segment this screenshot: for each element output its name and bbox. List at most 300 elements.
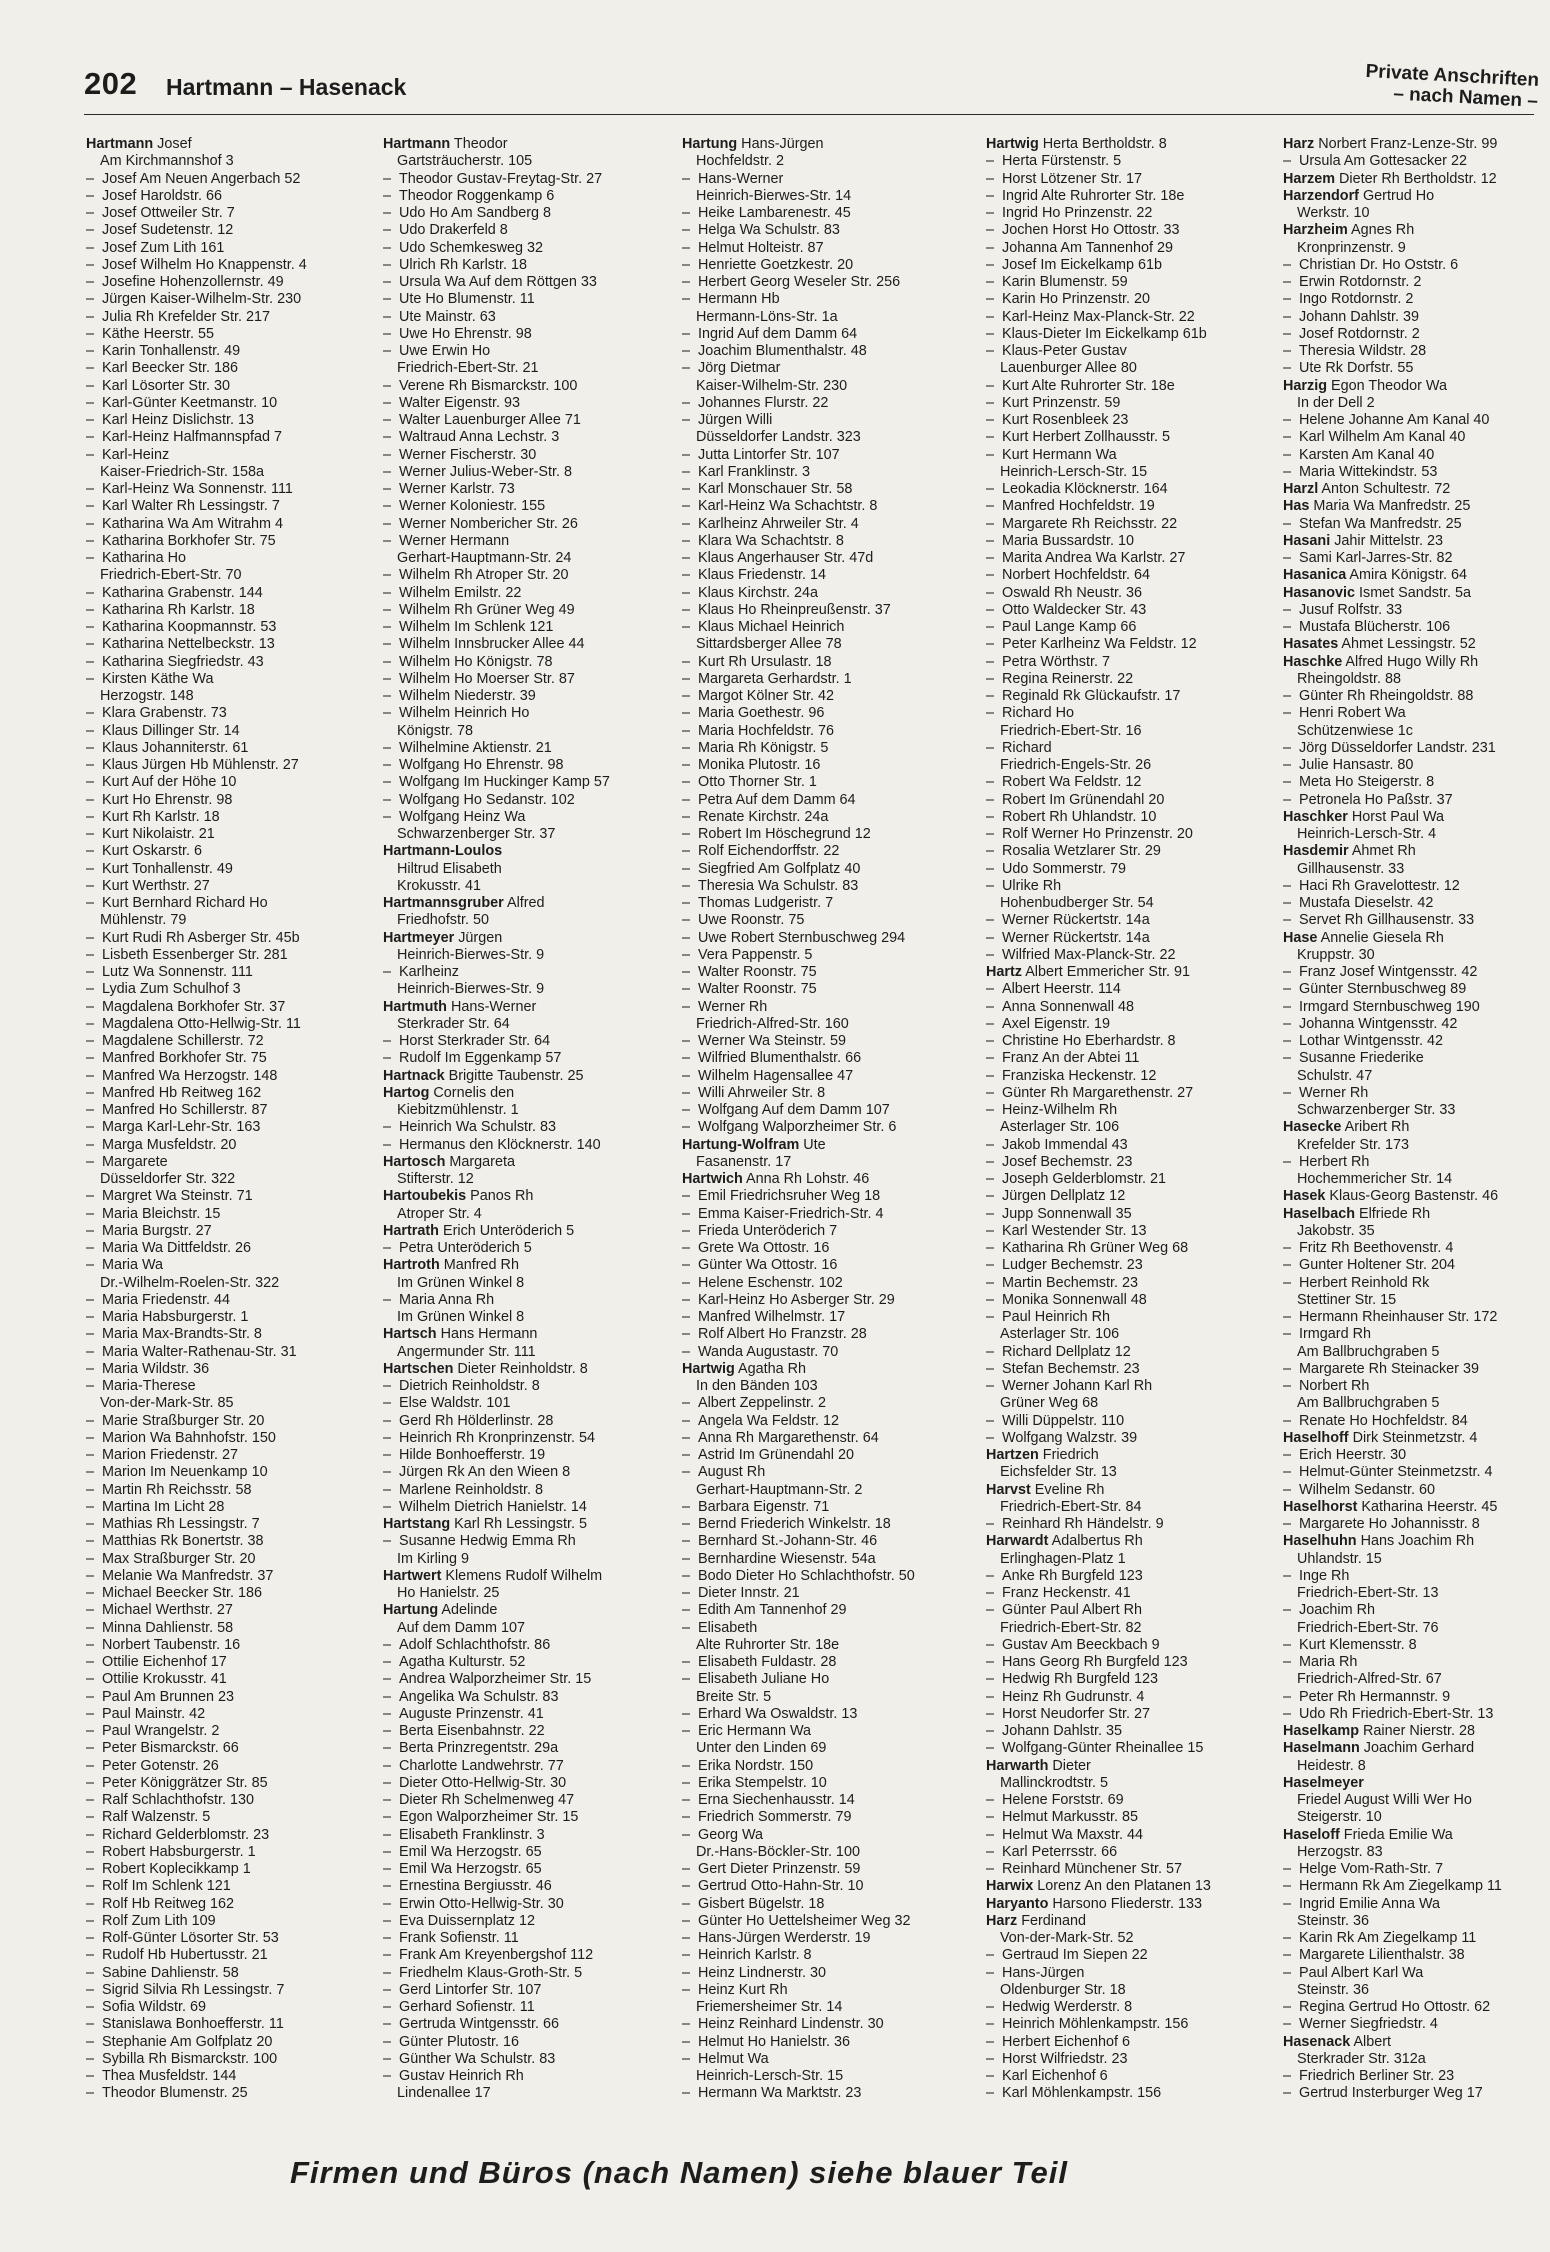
repeat-dash: – — [986, 325, 995, 342]
entry-details: Leokadia Klöcknerstr. 164 — [1002, 481, 1168, 497]
repeat-dash: – — [986, 1171, 995, 1187]
sub-entry — [86, 481, 368, 498]
entry-details: Peter Königgrätzer Str. 85 — [102, 1774, 268, 1791]
entry-details: Karl Walter Rh Lessingstr. 7 — [102, 498, 280, 515]
sub-entry — [1283, 1878, 1545, 1895]
sub-entry — [383, 1378, 665, 1395]
repeat-dash: – — [986, 1516, 995, 1532]
entry-details: Kurt Prinzenstr. 59 — [1002, 394, 1121, 411]
entry-details: Ingrid Ho Prinzenstr. 22 — [1002, 205, 1153, 221]
sub-entry — [1283, 792, 1545, 809]
sub-entry — [682, 1775, 964, 1792]
entry-details: Klaus Ho Rheinpreußenstr. 37 — [698, 601, 891, 618]
entry-details: Herzogstr. 83 — [1297, 1843, 1383, 1860]
repeat-dash: – — [986, 170, 995, 187]
sub-entry — [86, 1482, 368, 1499]
entry-details: Ingrid Alte Ruhrorter Str. 18e — [1002, 187, 1185, 204]
entry-details: Karl Eichenhof 6 — [1002, 2068, 1108, 2084]
entry-details: Auguste Prinzenstr. 41 — [399, 1705, 544, 1722]
entry-details: Ottilie Krokusstr. 41 — [102, 1671, 227, 1688]
sub-entry — [682, 222, 964, 239]
entry-details: Werkstr. 10 — [1297, 205, 1370, 221]
sub-entry — [682, 2051, 964, 2068]
entry-details: Gerhard Sofienstr. 11 — [399, 1999, 535, 2015]
sub-entry — [86, 1068, 368, 1085]
entry-details: Günter Rh Margarethenstr. 27 — [1002, 1084, 1194, 1101]
sub-entry — [986, 826, 1286, 843]
sub-entry — [383, 619, 665, 636]
entry-details: Katharina Rh Grüner Weg 68 — [1002, 1240, 1189, 1256]
repeat-dash: – — [383, 1136, 392, 1153]
surname: Haselhoff — [1283, 1429, 1349, 1446]
entry-details: Kurt Klemensstr. 8 — [1299, 1636, 1417, 1653]
sub-entry — [986, 274, 1286, 291]
repeat-dash: – — [383, 1447, 392, 1463]
surname-entry — [1283, 636, 1545, 653]
repeat-dash: – — [383, 1688, 392, 1705]
repeat-dash: – — [986, 1343, 995, 1360]
sub-entry — [682, 1206, 964, 1223]
continuation-line — [383, 550, 665, 567]
entry-details: Uwe Erwin Ho — [399, 343, 491, 359]
repeat-dash: – — [86, 2016, 95, 2033]
continuation-line — [383, 826, 665, 843]
surname-entry — [1283, 2034, 1545, 2051]
sub-entry — [86, 981, 368, 998]
sub-entry — [986, 1723, 1286, 1740]
repeat-dash: – — [682, 964, 691, 980]
sub-entry — [682, 498, 964, 515]
sub-entry — [682, 1982, 964, 1999]
sub-entry — [383, 1775, 665, 1792]
repeat-dash: – — [86, 1533, 95, 1550]
repeat-dash: – — [383, 1878, 392, 1895]
sub-entry — [383, 757, 665, 774]
entry-details: Erich Heerstr. 30 — [1299, 1447, 1407, 1463]
repeat-dash: – — [682, 2016, 691, 2033]
repeat-dash: – — [86, 860, 95, 877]
sub-entry — [682, 1223, 964, 1240]
repeat-dash: – — [86, 1516, 95, 1532]
entry-details: Edith Am Tannenhof 29 — [698, 1602, 847, 1619]
page-number: 202 — [84, 66, 138, 101]
sub-entry — [682, 774, 964, 791]
surname: Hartmann — [383, 136, 451, 152]
repeat-dash: – — [986, 1067, 995, 1084]
surname-entry — [682, 136, 964, 153]
sub-entry — [986, 309, 1286, 326]
continuation-line — [682, 1482, 964, 1499]
entry-details: Klaus Kirchstr. 24a — [698, 584, 818, 601]
sub-entry — [986, 1430, 1286, 1447]
sub-entry — [986, 1068, 1286, 1085]
entry-details: Joachim Blumenthalstr. 48 — [698, 343, 867, 359]
sub-entry — [383, 1947, 665, 1964]
repeat-dash: – — [986, 636, 995, 653]
repeat-dash: – — [1283, 1464, 1292, 1481]
entry-details: Heike Lambarenestr. 45 — [698, 205, 851, 221]
entry-details: Ursula Wa Auf dem Röttgen 33 — [399, 274, 597, 290]
entry-details: Reinhard Münchener Str. 57 — [1002, 1861, 1182, 1877]
sub-entry — [1283, 153, 1545, 170]
entry-details: Heinrich-Lersch-Str. 4 — [1297, 826, 1437, 842]
sub-entry — [86, 1292, 368, 1309]
entry-details: Katharina Wa Am Witrahm 4 — [102, 515, 284, 532]
entry-details: Kronprinzenstr. 9 — [1297, 239, 1406, 256]
continuation-line — [1283, 395, 1545, 412]
entry-details: Rolf Albert Ho Franzstr. 28 — [698, 1326, 867, 1343]
sub-entry — [86, 2034, 368, 2051]
surname: Hartwert — [383, 1567, 442, 1584]
sub-entry — [682, 809, 964, 826]
sub-entry — [86, 1930, 368, 1947]
repeat-dash: – — [86, 2033, 95, 2050]
sub-entry — [1283, 878, 1545, 895]
entry-details: Adalbertus Rh — [1051, 1533, 1143, 1550]
entry-details: Klaus-Peter Gustav — [1002, 343, 1127, 359]
continuation-line — [986, 723, 1286, 740]
entry-details: Joseph Gelderblomstr. 21 — [1002, 1171, 1166, 1187]
entry-details: Richard Ho — [1002, 705, 1074, 722]
repeat-dash: – — [682, 981, 691, 998]
entry-details: Erhard Wa Oswaldstr. 13 — [698, 1705, 858, 1722]
repeat-dash: – — [986, 2085, 995, 2102]
entry-details: Steigerstr. 10 — [1297, 1809, 1382, 1826]
sub-entry — [86, 395, 368, 412]
repeat-dash: – — [1283, 2085, 1292, 2102]
surname-entry — [986, 964, 1286, 981]
sub-entry — [682, 1188, 964, 1205]
repeat-dash: – — [986, 1257, 995, 1274]
repeat-dash: – — [1283, 1378, 1292, 1394]
entry-details: Hans Joachim Rh — [1360, 1533, 1475, 1550]
entry-details: Manfred Wa Herzogstr. 148 — [102, 1067, 278, 1084]
repeat-dash: – — [986, 1861, 995, 1877]
sub-entry — [986, 912, 1286, 929]
sub-entry — [682, 1568, 964, 1585]
entry-details: Breite Str. 5 — [696, 1688, 772, 1705]
surname: Harwardt — [986, 1533, 1049, 1550]
sub-entry — [682, 464, 964, 481]
entry-details: Klaus Friedenstr. 14 — [698, 567, 826, 584]
entry-details: Johanna Wintgensstr. 42 — [1299, 1015, 1458, 1032]
entry-details: Wilhelm Ho Moerser Str. 87 — [399, 670, 575, 687]
sub-entry — [383, 705, 665, 722]
sub-entry — [986, 1706, 1286, 1723]
repeat-dash: – — [682, 619, 691, 635]
entry-details: Paul Albert Karl Wa — [1299, 1964, 1424, 1981]
sub-entry — [682, 343, 964, 360]
repeat-dash: – — [986, 1274, 995, 1291]
sub-entry — [682, 1395, 964, 1412]
repeat-dash: – — [383, 291, 392, 308]
sub-entry — [682, 1240, 964, 1257]
entry-details: Josef Wilhelm Ho Knappenstr. 4 — [102, 256, 307, 273]
repeat-dash: – — [682, 1205, 691, 1222]
entry-details: Klaus-Georg Bastenstr. 46 — [1329, 1188, 1499, 1205]
entry-details: Friedrich Sommerstr. 79 — [698, 1809, 852, 1826]
sub-entry — [383, 1740, 665, 1757]
entry-details: Günter Wa Ottostr. 16 — [698, 1257, 838, 1274]
repeat-dash: – — [86, 1602, 95, 1619]
entry-details: Schwarzenberger Str. 37 — [397, 826, 556, 842]
repeat-dash: – — [986, 619, 995, 635]
surname: Hartung-Wolfram — [682, 1136, 800, 1153]
sub-entry — [383, 1723, 665, 1740]
repeat-dash: – — [1283, 1360, 1292, 1377]
sub-entry — [986, 878, 1286, 895]
repeat-dash: – — [86, 532, 95, 549]
repeat-dash: – — [1283, 1705, 1292, 1722]
continuation-line — [1283, 240, 1545, 257]
entry-details: Norbert Franz-Lenze-Str. 99 — [1318, 136, 1498, 152]
sub-entry — [1283, 309, 1545, 326]
sub-entry — [383, 447, 665, 464]
entry-details: Franziska Heckenstr. 12 — [1002, 1067, 1157, 1084]
entry-details: Henri Robert Wa — [1299, 705, 1406, 722]
continuation-line — [682, 1154, 964, 1171]
entry-details: Schwarzenberger Str. 33 — [1297, 1102, 1456, 1118]
surname-entry — [383, 1085, 665, 1102]
entry-details: Heinrich-Bierwes-Str. 9 — [397, 946, 545, 963]
entry-details: Wilhelm Niederstr. 39 — [399, 688, 536, 704]
sub-entry — [383, 1671, 665, 1688]
repeat-dash: – — [86, 1895, 95, 1912]
repeat-dash: – — [682, 515, 691, 532]
sub-entry — [383, 654, 665, 671]
entry-details: Mustafa Blücherstr. 106 — [1299, 619, 1451, 635]
entry-details: Sabine Dahlienstr. 58 — [102, 1964, 239, 1981]
repeat-dash: – — [682, 1412, 691, 1429]
entry-details: Uwe Roonstr. 75 — [698, 912, 805, 929]
entry-details: Helmut-Günter Steinmetzstr. 4 — [1299, 1464, 1493, 1481]
entry-details: Robert Koplecikkamp 1 — [102, 1861, 251, 1877]
repeat-dash: – — [383, 688, 392, 704]
sub-entry — [682, 964, 964, 981]
repeat-dash: – — [986, 532, 995, 549]
sub-entry — [86, 861, 368, 878]
sub-entry — [682, 1102, 964, 1119]
repeat-dash: – — [682, 1981, 691, 1998]
sub-entry — [682, 1309, 964, 1326]
repeat-dash: – — [86, 636, 95, 653]
repeat-dash: – — [86, 1464, 95, 1481]
repeat-dash: – — [986, 601, 995, 618]
entry-details: Martin Rh Reichsstr. 58 — [102, 1481, 252, 1498]
sub-entry — [86, 1033, 368, 1050]
repeat-dash: – — [682, 1429, 691, 1446]
repeat-dash: – — [682, 601, 691, 618]
surname-entry — [1283, 1119, 1545, 1136]
entry-details: Karl Lösorter Str. 30 — [102, 377, 230, 394]
entry-details: Maria Wa — [102, 1257, 164, 1274]
repeat-dash: – — [1283, 1050, 1292, 1067]
surname: Harzheim — [1283, 222, 1348, 239]
repeat-dash: – — [86, 1240, 95, 1256]
entry-details: Anna Rh Lohstr. 46 — [746, 1171, 870, 1187]
repeat-dash: – — [986, 1688, 995, 1705]
entry-details: Axel Eigenstr. 19 — [1002, 1015, 1110, 1032]
continuation-line — [1283, 1171, 1545, 1188]
repeat-dash: – — [986, 1740, 995, 1757]
repeat-dash: – — [682, 688, 691, 704]
entry-details: Gertrud Ho — [1362, 187, 1435, 204]
sub-entry — [383, 1982, 665, 1999]
repeat-dash: – — [1283, 774, 1292, 791]
entry-details: Udo Rh Friedrich-Ebert-Str. 13 — [1299, 1705, 1494, 1722]
repeat-dash: – — [86, 515, 95, 532]
entry-details: Klaus Michael Heinrich — [698, 619, 845, 635]
surname: Hasecke — [1283, 1119, 1342, 1136]
repeat-dash: – — [383, 1723, 392, 1739]
sub-entry — [682, 205, 964, 222]
entry-details: Heinrich Karlstr. 8 — [698, 1947, 812, 1964]
repeat-dash: – — [986, 860, 995, 877]
surname: Hartmeyer — [383, 929, 455, 946]
entry-details: Heidestr. 8 — [1297, 1757, 1366, 1774]
entry-details: Josef — [157, 136, 192, 152]
entry-details: Wilfried Blumenthalstr. 66 — [698, 1050, 862, 1067]
repeat-dash: – — [986, 1705, 995, 1722]
entry-details: Udo Drakerfeld 8 — [399, 222, 508, 239]
entry-details: Alfred Hugo Willy Rh — [1345, 653, 1479, 670]
sub-entry — [986, 1413, 1286, 1430]
entry-details: Oswald Rh Neustr. 36 — [1002, 584, 1142, 601]
entry-details: Karl Franklinstr. 3 — [698, 463, 810, 480]
repeat-dash: – — [682, 1792, 691, 1808]
entry-details: Walter Eigenstr. 93 — [399, 394, 521, 411]
entry-details: Manfred Hochfeldstr. 19 — [1002, 498, 1155, 515]
entry-details: Steinstr. 36 — [1297, 1981, 1369, 1998]
entry-details: Katharina Ho — [102, 550, 186, 566]
continuation-line — [383, 981, 665, 998]
entry-details: Klemens Rudolf Wilhelm — [445, 1567, 603, 1584]
repeat-dash: – — [383, 1981, 392, 1998]
sub-entry — [986, 585, 1286, 602]
sub-entry — [682, 861, 964, 878]
sub-entry — [986, 291, 1286, 308]
repeat-dash: – — [986, 1654, 995, 1670]
repeat-dash: – — [383, 239, 392, 256]
surname-entry — [1283, 930, 1545, 947]
repeat-dash: – — [986, 739, 995, 756]
sub-entry — [1283, 602, 1545, 619]
entry-details: Katharina Grabenstr. 144 — [102, 584, 263, 601]
sub-entry — [986, 1188, 1286, 1205]
sub-entry — [86, 222, 368, 239]
repeat-dash: – — [682, 1619, 691, 1636]
repeat-dash: – — [86, 757, 95, 773]
entry-details: Lorenz An den Platanen 13 — [1037, 1878, 1211, 1895]
repeat-dash: – — [383, 170, 392, 187]
surname-entry — [1283, 1740, 1545, 1757]
entry-details: Hohenbudberger Str. 54 — [1000, 895, 1154, 911]
entry-details: Kurt Tonhallenstr. 49 — [102, 860, 233, 877]
entry-details: Friedrich-Ebert-Str. 84 — [1000, 1498, 1142, 1515]
surname-entry — [1283, 1775, 1545, 1792]
surname: Haselhorst — [1283, 1498, 1358, 1515]
repeat-dash: – — [682, 498, 691, 515]
repeat-dash: – — [383, 1464, 392, 1481]
sub-entry — [86, 1016, 368, 1033]
sub-entry — [986, 1206, 1286, 1223]
sub-entry — [86, 1568, 368, 1585]
entry-details: Maria Wa Dittfeldstr. 26 — [102, 1240, 252, 1256]
entry-details: Ute Mainstr. 63 — [399, 308, 496, 325]
sub-entry — [86, 188, 368, 205]
entry-details: Paul Mainstr. 42 — [102, 1705, 206, 1722]
sub-entry — [86, 274, 368, 291]
repeat-dash: – — [383, 757, 392, 773]
repeat-dash: – — [1283, 705, 1292, 722]
entry-details: Elisabeth Fuldastr. 28 — [698, 1654, 837, 1670]
entry-details: Agatha Rh — [738, 1360, 807, 1377]
entry-details: Wilhelm Innsbrucker Allee 44 — [399, 636, 585, 653]
entry-details: Josefine Hohenzollernstr. 49 — [102, 274, 284, 290]
repeat-dash: – — [682, 705, 691, 722]
surname: Hasanica — [1283, 567, 1347, 584]
sub-entry — [383, 602, 665, 619]
repeat-dash: – — [383, 1240, 392, 1256]
surname: Hartwig — [986, 136, 1039, 152]
entry-details: Heinrich-Bierwes-Str. 14 — [696, 187, 852, 204]
repeat-dash: – — [682, 325, 691, 342]
sub-entry — [682, 1119, 964, 1136]
repeat-dash: – — [86, 1291, 95, 1308]
entry-details: Lauenburger Allee 80 — [1000, 360, 1137, 377]
entry-details: Günter Plutostr. 16 — [399, 2033, 519, 2050]
entry-details: Helge Vom-Rath-Str. 7 — [1299, 1861, 1443, 1877]
entry-details: Heinz-Wilhelm Rh — [1002, 1102, 1118, 1118]
sub-entry — [682, 826, 964, 843]
sub-entry — [682, 257, 964, 274]
sub-entry — [986, 930, 1286, 947]
sub-entry — [682, 395, 964, 412]
sub-entry — [383, 1637, 665, 1654]
entry-details: Krokusstr. 41 — [397, 877, 481, 894]
repeat-dash: – — [986, 205, 995, 221]
entry-details: Stefan Bechemstr. 23 — [1002, 1360, 1140, 1377]
surname: Hartz — [986, 964, 1022, 980]
sub-entry — [383, 274, 665, 291]
entry-details: Gerhart-Hauptmann-Str. 2 — [696, 1481, 863, 1498]
repeat-dash: – — [682, 929, 691, 946]
surname-entry — [383, 1068, 665, 1085]
repeat-dash: – — [383, 584, 392, 601]
repeat-dash: – — [86, 170, 95, 187]
sub-entry — [1283, 757, 1545, 774]
entry-details: Asterlager Str. 106 — [1000, 1326, 1120, 1343]
repeat-dash: – — [86, 998, 95, 1015]
entry-details: Gillhausenstr. 33 — [1297, 860, 1405, 877]
repeat-dash: – — [1283, 308, 1292, 325]
sub-entry — [1283, 1326, 1545, 1343]
sub-entry — [1283, 257, 1545, 274]
entry-details: Dieter Rh Bertholdstr. 12 — [1339, 170, 1497, 187]
repeat-dash: – — [986, 412, 995, 428]
entry-details: Franz Heckenstr. 41 — [1002, 1585, 1131, 1601]
surname-entry — [1283, 378, 1545, 395]
entry-details: Dieter — [1052, 1757, 1091, 1774]
entry-details: Richard — [1002, 739, 1052, 756]
repeat-dash: – — [86, 1619, 95, 1636]
repeat-dash: – — [986, 1102, 995, 1118]
entry-details: Karl Wilhelm Am Kanal 40 — [1299, 429, 1466, 446]
repeat-dash: – — [86, 1257, 95, 1274]
repeat-dash: – — [86, 2085, 95, 2102]
sub-entry — [383, 205, 665, 222]
repeat-dash: – — [682, 860, 691, 877]
